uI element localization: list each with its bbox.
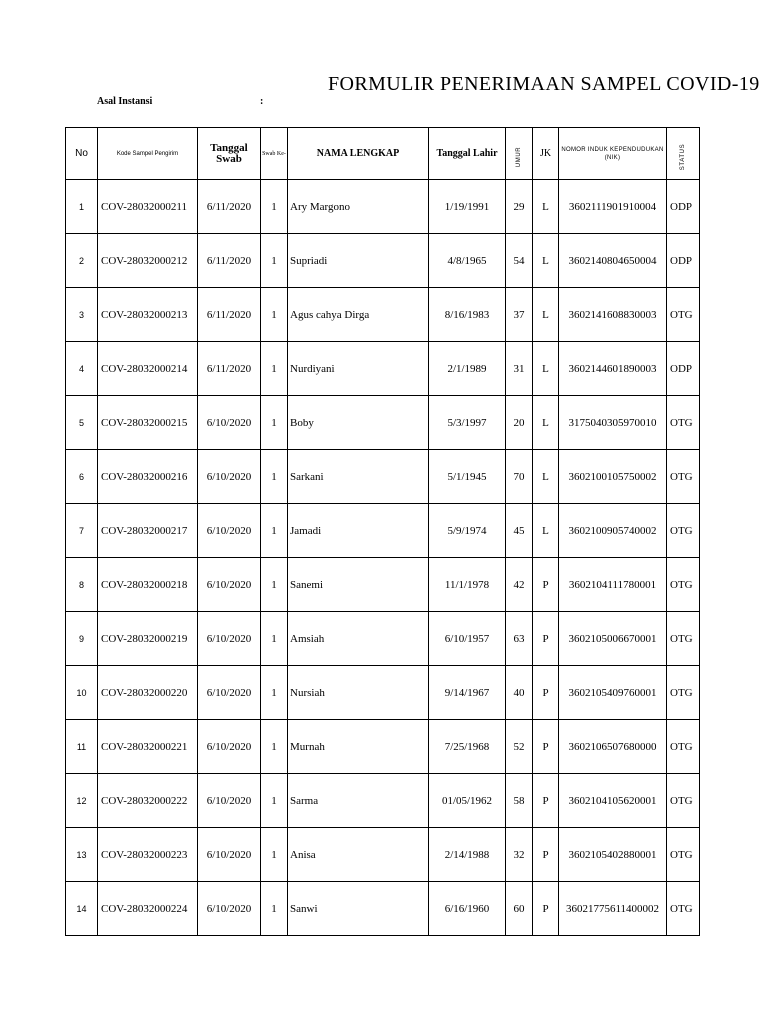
cell-umur: 42 — [506, 558, 533, 612]
cell-nik: 3602111901910004 — [559, 180, 667, 234]
cell-tanggal-swab: 6/10/2020 — [198, 612, 261, 666]
cell-jk: L — [533, 450, 559, 504]
cell-kode-sampel: COV-28032000218 — [98, 558, 198, 612]
cell-nik: 3602104105620001 — [559, 774, 667, 828]
header-umur-cell — [506, 128, 533, 180]
cell-tanggal-swab: 6/10/2020 — [198, 828, 261, 882]
cell-tanggal-swab: 6/10/2020 — [198, 504, 261, 558]
cell-no: 6 — [66, 450, 98, 504]
cell-jk: L — [533, 342, 559, 396]
table-row — [66, 180, 700, 234]
cell-nik: 3175040305970010 — [559, 396, 667, 450]
cell-no: 8 — [66, 558, 98, 612]
cell-no: 12 — [66, 774, 98, 828]
cell-umur: 52 — [506, 720, 533, 774]
cell-status: ODP — [667, 342, 700, 396]
cell-tanggal-lahir: 01/05/1962 — [429, 774, 506, 828]
cell-status: OTG — [667, 666, 700, 720]
cell-kode-sampel: COV-28032000223 — [98, 828, 198, 882]
cell-tanggal-lahir: 11/1/1978 — [429, 558, 506, 612]
cell-swab-ke: 1 — [261, 774, 288, 828]
cell-tanggal-swab: 6/10/2020 — [198, 558, 261, 612]
cell-jk: P — [533, 612, 559, 666]
cell-umur: 58 — [506, 774, 533, 828]
header-swab-ke: Swab Ke- — [261, 128, 288, 180]
cell-kode-sampel: COV-28032000213 — [98, 288, 198, 342]
cell-jk: P — [533, 720, 559, 774]
cell-kode-sampel: COV-28032000214 — [98, 342, 198, 396]
cell-nama: Nursiah — [288, 666, 429, 720]
cell-status: OTG — [667, 504, 700, 558]
cell-jk: P — [533, 828, 559, 882]
cell-status: OTG — [667, 396, 700, 450]
table-row — [66, 396, 700, 450]
cell-nama: Nurdiyani — [288, 342, 429, 396]
cell-status: OTG — [667, 288, 700, 342]
cell-swab-ke: 1 — [261, 558, 288, 612]
cell-jk: P — [533, 666, 559, 720]
cell-swab-ke: 1 — [261, 342, 288, 396]
cell-no: 9 — [66, 612, 98, 666]
sample-table — [65, 127, 700, 936]
cell-nik: 3602105402880001 — [559, 828, 667, 882]
cell-nama: Sarma — [288, 774, 429, 828]
table-header-row — [66, 128, 700, 180]
cell-tanggal-lahir: 8/16/1983 — [429, 288, 506, 342]
cell-no: 11 — [66, 720, 98, 774]
cell-swab-ke: 1 — [261, 450, 288, 504]
header-nik: NOMOR INDUK KEPENDUDUKAN (NIK) — [559, 128, 667, 180]
cell-status: OTG — [667, 612, 700, 666]
cell-umur: 63 — [506, 612, 533, 666]
cell-kode-sampel: COV-28032000216 — [98, 450, 198, 504]
asal-instansi-colon: : — [260, 96, 264, 107]
cell-tanggal-swab: 6/10/2020 — [198, 666, 261, 720]
cell-swab-ke: 1 — [261, 504, 288, 558]
cell-tanggal-swab: 6/11/2020 — [198, 288, 261, 342]
cell-swab-ke: 1 — [261, 234, 288, 288]
cell-umur: 40 — [506, 666, 533, 720]
cell-no: 7 — [66, 504, 98, 558]
cell-kode-sampel: COV-28032000212 — [98, 234, 198, 288]
cell-nama: Sanemi — [288, 558, 429, 612]
cell-tanggal-lahir: 2/14/1988 — [429, 828, 506, 882]
cell-jk: L — [533, 234, 559, 288]
cell-jk: P — [533, 774, 559, 828]
cell-kode-sampel: COV-28032000220 — [98, 666, 198, 720]
cell-tanggal-swab: 6/10/2020 — [198, 882, 261, 936]
cell-nik: 3602100905740002 — [559, 504, 667, 558]
cell-swab-ke: 1 — [261, 666, 288, 720]
asal-instansi-label: Asal Instansi — [97, 96, 153, 107]
cell-nama: Boby — [288, 396, 429, 450]
cell-tanggal-swab: 6/10/2020 — [198, 774, 261, 828]
cell-status: OTG — [667, 828, 700, 882]
header-umur: UMUR — [516, 146, 522, 167]
cell-jk: P — [533, 882, 559, 936]
cell-jk: L — [533, 396, 559, 450]
cell-tanggal-swab: 6/10/2020 — [198, 450, 261, 504]
cell-kode-sampel: COV-28032000221 — [98, 720, 198, 774]
header-kode-sampel: Kode Sampel Pengirim — [98, 128, 198, 180]
table-row — [66, 234, 700, 288]
cell-nama: Sarkani — [288, 450, 429, 504]
cell-nama: Murnah — [288, 720, 429, 774]
cell-swab-ke: 1 — [261, 612, 288, 666]
cell-nik: 36021775611400002 — [559, 882, 667, 936]
cell-nik: 3602105006670001 — [559, 612, 667, 666]
table-row — [66, 504, 700, 558]
table-row — [66, 288, 700, 342]
cell-nama: Agus cahya Dirga — [288, 288, 429, 342]
header-tanggal-lahir: Tanggal Lahir — [429, 128, 506, 180]
cell-no: 2 — [66, 234, 98, 288]
cell-tanggal-lahir: 1/19/1991 — [429, 180, 506, 234]
cell-tanggal-lahir: 6/16/1960 — [429, 882, 506, 936]
header-jk: JK — [533, 128, 559, 180]
cell-kode-sampel: COV-28032000211 — [98, 180, 198, 234]
header-tanggal-swab: Tanggal Swab — [198, 128, 261, 180]
cell-nama: Jamadi — [288, 504, 429, 558]
cell-status: ODP — [667, 234, 700, 288]
cell-status: OTG — [667, 558, 700, 612]
cell-tanggal-lahir: 2/1/1989 — [429, 342, 506, 396]
table-row — [66, 666, 700, 720]
cell-tanggal-swab: 6/11/2020 — [198, 234, 261, 288]
cell-kode-sampel: COV-28032000217 — [98, 504, 198, 558]
cell-kode-sampel: COV-28032000222 — [98, 774, 198, 828]
cell-tanggal-lahir: 5/1/1945 — [429, 450, 506, 504]
table-row — [66, 558, 700, 612]
cell-jk: L — [533, 504, 559, 558]
cell-nik: 3602105409760001 — [559, 666, 667, 720]
cell-swab-ke: 1 — [261, 828, 288, 882]
cell-umur: 20 — [506, 396, 533, 450]
cell-no: 13 — [66, 828, 98, 882]
header-nama-lengkap: NAMA LENGKAP — [288, 128, 429, 180]
cell-no: 3 — [66, 288, 98, 342]
cell-no: 1 — [66, 180, 98, 234]
cell-tanggal-swab: 6/11/2020 — [198, 180, 261, 234]
cell-umur: 60 — [506, 882, 533, 936]
cell-status: OTG — [667, 720, 700, 774]
form-title: FORMULIR PENERIMAAN SAMPEL COVID-19 — [328, 73, 760, 95]
cell-no: 14 — [66, 882, 98, 936]
cell-tanggal-swab: 6/10/2020 — [198, 396, 261, 450]
table-row — [66, 720, 700, 774]
cell-tanggal-swab: 6/10/2020 — [198, 720, 261, 774]
header-status: STATUS — [679, 143, 686, 170]
cell-status: ODP — [667, 180, 700, 234]
cell-tanggal-lahir: 4/8/1965 — [429, 234, 506, 288]
cell-swab-ke: 1 — [261, 882, 288, 936]
cell-no: 10 — [66, 666, 98, 720]
cell-kode-sampel: COV-28032000224 — [98, 882, 198, 936]
cell-tanggal-lahir: 6/10/1957 — [429, 612, 506, 666]
cell-nik: 3602141608830003 — [559, 288, 667, 342]
table-row — [66, 774, 700, 828]
cell-kode-sampel: COV-28032000219 — [98, 612, 198, 666]
cell-nik: 3602140804650004 — [559, 234, 667, 288]
cell-status: OTG — [667, 882, 700, 936]
cell-swab-ke: 1 — [261, 396, 288, 450]
cell-no: 5 — [66, 396, 98, 450]
cell-nama: Sanwi — [288, 882, 429, 936]
cell-nama: Amsiah — [288, 612, 429, 666]
cell-umur: 31 — [506, 342, 533, 396]
cell-umur: 70 — [506, 450, 533, 504]
cell-swab-ke: 1 — [261, 180, 288, 234]
table-row — [66, 882, 700, 936]
cell-nama: Anisa — [288, 828, 429, 882]
cell-kode-sampel: COV-28032000215 — [98, 396, 198, 450]
header-status-cell — [667, 128, 700, 180]
cell-tanggal-lahir: 5/3/1997 — [429, 396, 506, 450]
cell-umur: 32 — [506, 828, 533, 882]
cell-status: OTG — [667, 774, 700, 828]
cell-status: OTG — [667, 450, 700, 504]
cell-nik: 3602106507680000 — [559, 720, 667, 774]
table-row — [66, 342, 700, 396]
header-no: No — [66, 128, 98, 180]
cell-tanggal-swab: 6/11/2020 — [198, 342, 261, 396]
cell-tanggal-lahir: 9/14/1967 — [429, 666, 506, 720]
cell-no: 4 — [66, 342, 98, 396]
cell-nama: Supriadi — [288, 234, 429, 288]
cell-nik: 3602104111780001 — [559, 558, 667, 612]
cell-tanggal-lahir: 5/9/1974 — [429, 504, 506, 558]
cell-nik: 3602100105750002 — [559, 450, 667, 504]
cell-nama: Ary Margono — [288, 180, 429, 234]
table-row — [66, 450, 700, 504]
cell-swab-ke: 1 — [261, 288, 288, 342]
cell-jk: L — [533, 180, 559, 234]
cell-nik: 3602144601890003 — [559, 342, 667, 396]
table-row — [66, 612, 700, 666]
cell-umur: 54 — [506, 234, 533, 288]
cell-swab-ke: 1 — [261, 720, 288, 774]
cell-jk: P — [533, 558, 559, 612]
cell-tanggal-lahir: 7/25/1968 — [429, 720, 506, 774]
cell-umur: 45 — [506, 504, 533, 558]
cell-umur: 29 — [506, 180, 533, 234]
cell-jk: L — [533, 288, 559, 342]
cell-umur: 37 — [506, 288, 533, 342]
table-row — [66, 828, 700, 882]
